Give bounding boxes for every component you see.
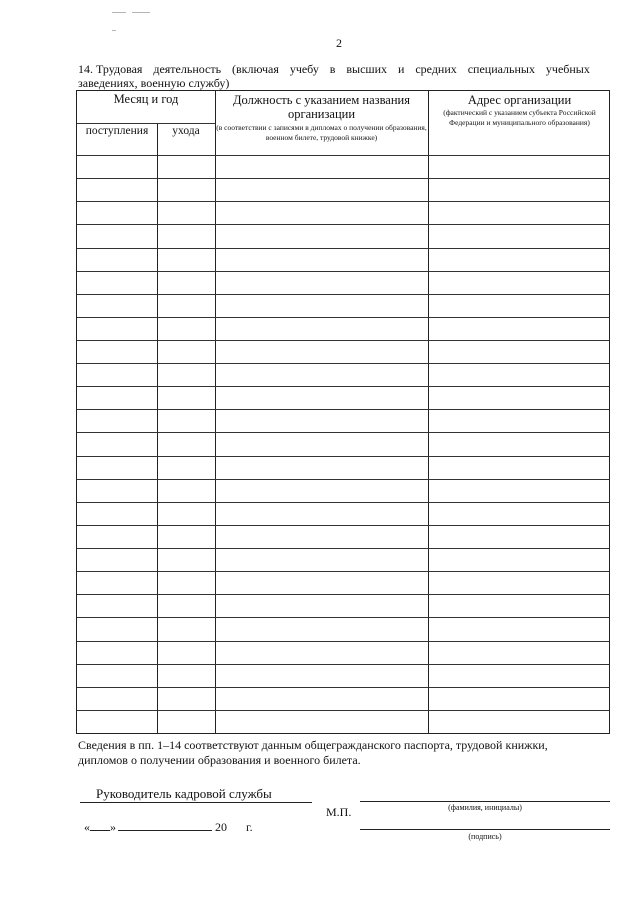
hr-head-underline [80, 802, 312, 803]
employment-history-table [76, 90, 610, 734]
section-title-word: в [329, 62, 336, 76]
header-address-note: (фактический с указанием субъекта Российской Федерации и муниципального образования) [443, 108, 596, 127]
page-number: 2 [336, 36, 342, 50]
section-title-line2: заведениях, военную службу) [78, 76, 230, 90]
scan-artifact-mark [112, 0, 156, 3]
col-divider-start-end [157, 124, 158, 733]
table-row [77, 248, 609, 249]
signature-caption: (подпись) [468, 832, 502, 841]
header-position [215, 93, 428, 143]
table-row [77, 363, 609, 364]
table-row [77, 641, 609, 642]
section-title-word: (включая [232, 62, 279, 76]
table-row [77, 664, 609, 665]
section-title-word: учебных [545, 62, 590, 76]
section-title-word: средних [415, 62, 457, 76]
table-row [77, 710, 609, 711]
header-position-note: (в соответствии с записями в дипломах о получении образования, военном билете, трудовой книжке) [216, 123, 427, 142]
header-subdivider [77, 123, 215, 124]
table-row [77, 178, 609, 179]
table-row [77, 224, 609, 225]
table-row [77, 548, 609, 549]
table-row [77, 687, 609, 688]
year-suffix: г. [246, 820, 253, 834]
table-row [77, 479, 609, 480]
table-row [77, 571, 609, 572]
name-field-line[interactable] [360, 801, 610, 802]
header-position-title: Должность с указанием названия организации [233, 93, 410, 121]
header-address [428, 93, 611, 128]
section-title-line1 [78, 62, 590, 76]
date-field [84, 818, 253, 835]
stamp-place-label: М.П. [326, 805, 352, 819]
table-row [77, 294, 609, 295]
section-title-word: и [397, 62, 405, 76]
hr-head-title: Руководитель кадровой службы [96, 786, 272, 801]
month-blank[interactable] [118, 818, 212, 831]
table-row [77, 271, 609, 272]
header-end: ухода [172, 125, 200, 137]
year-blank[interactable] [227, 819, 243, 831]
col-divider-month-position [215, 91, 216, 733]
section-title-word: высших [346, 62, 388, 76]
table-row [77, 155, 609, 156]
table-row [77, 525, 609, 526]
year-prefix: 20 [215, 820, 227, 834]
table-row [77, 386, 609, 387]
table-row [77, 409, 609, 410]
confirmation-statement: Сведения в пп. 1–14 соответствуют данным общегражданского паспорта, трудовой книжки, дипломов о получении образования и военного билета. [78, 738, 548, 767]
header-address-title: Адрес организации [467, 93, 572, 107]
date-open-quote: « [84, 820, 90, 834]
date-close-quote: » [110, 820, 116, 834]
signature-line[interactable] [360, 829, 610, 830]
name-field-caption: (фамилия, инициалы) [448, 803, 522, 812]
header-month-year: Месяц и год [113, 92, 179, 106]
section-title-word: деятельность [153, 62, 222, 76]
table-row [77, 594, 609, 595]
table-row [77, 617, 609, 618]
table-row [77, 432, 609, 433]
header-start: поступления [85, 125, 149, 137]
table-row [77, 502, 609, 503]
day-blank[interactable] [90, 818, 110, 831]
section-title-word: учебу [289, 62, 319, 76]
table-row [77, 317, 609, 318]
table-row [77, 340, 609, 341]
table-row [77, 201, 609, 202]
section-title-word: 14. Трудовая [78, 62, 143, 76]
table-row [77, 456, 609, 457]
section-title [78, 62, 590, 90]
section-title-word: специальных [467, 62, 535, 76]
col-divider-position-address [428, 91, 429, 733]
